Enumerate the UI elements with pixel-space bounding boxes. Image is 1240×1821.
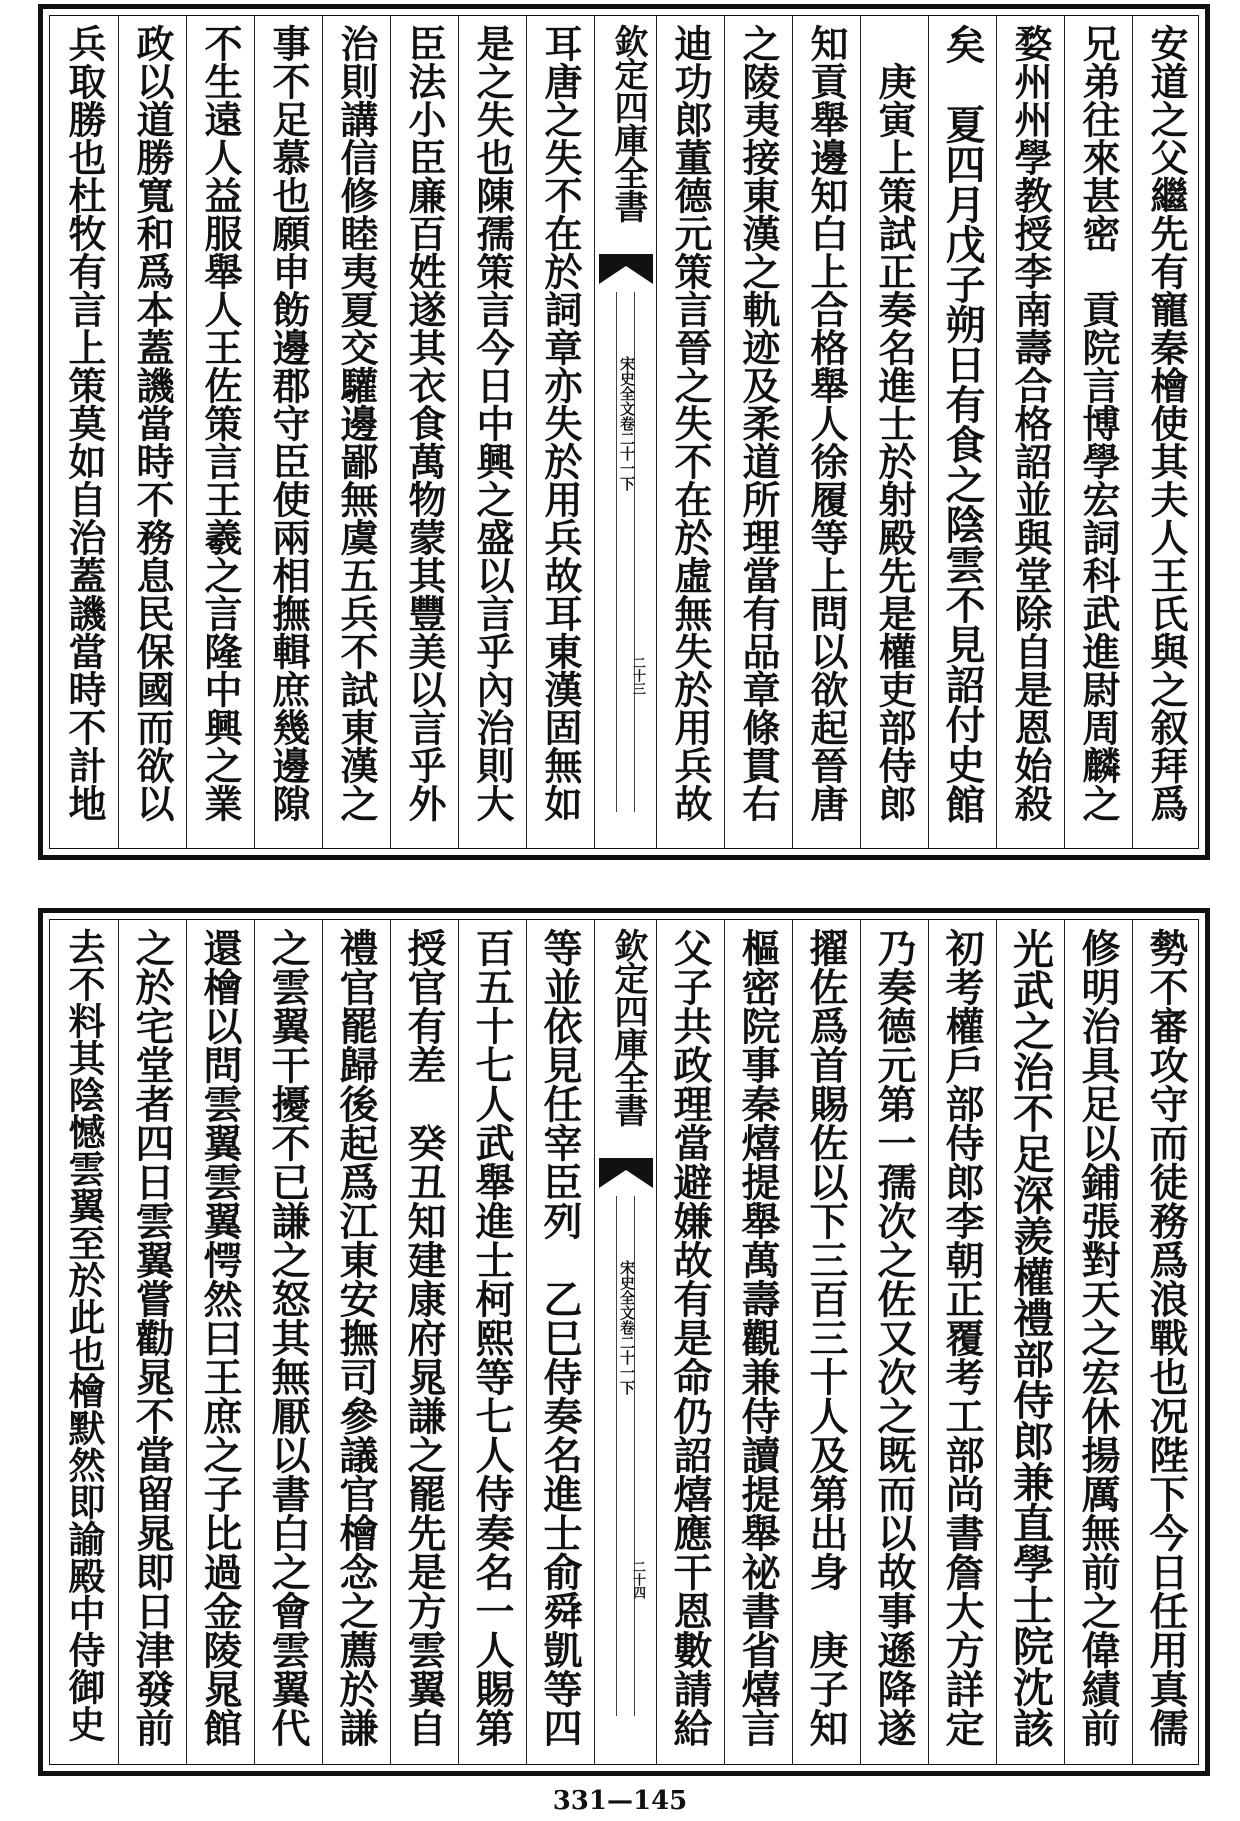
- text-column: [118, 16, 186, 848]
- fishtail-mark-icon: [599, 1158, 653, 1194]
- column-text: 婺州州學教授李南壽合格詔並與堂除自是恩始殺: [1008, 24, 1053, 822]
- text-column: [50, 16, 118, 848]
- volume-label: 宋史全文卷二十一下: [618, 356, 636, 491]
- folio-number: 二十四: [630, 1560, 645, 1599]
- text-column: [928, 920, 996, 1764]
- text-column: [322, 920, 390, 1764]
- column-text: 光武之治不足深羨權禮部侍郎兼直學士院沈該: [1006, 928, 1054, 1748]
- column-text: 授官有差 癸丑知建康府晁謙之罷先是方雲翼自: [401, 928, 447, 1747]
- column-text: 等並依見任宰臣列 乙巳侍奏名進士俞舜凱等四: [537, 928, 583, 1747]
- column-text: 庚寅上策試正奏名進士於射殿先是權吏部侍郎: [872, 24, 917, 822]
- center-fold-column: [594, 16, 656, 848]
- text-column: [996, 16, 1064, 848]
- page-top-frame: [49, 15, 1199, 849]
- folio-number: 二十三: [630, 656, 645, 695]
- column-text: 耳唐之失不在於詞章亦失於用兵故耳東漢固無如: [538, 24, 583, 822]
- center-fold-column: [594, 920, 656, 1764]
- page-top-columns: [50, 16, 1198, 848]
- text-column: [724, 16, 792, 848]
- text-column: [254, 920, 322, 1764]
- text-column: [656, 920, 724, 1764]
- column-text: 安道之父繼先有寵秦檜使其夫人王氏與之叙拜爲: [1144, 24, 1189, 822]
- column-text: 禮官罷歸後起爲江東安撫司參議官檜念之薦於謙: [333, 928, 379, 1747]
- text-column: [186, 920, 254, 1764]
- column-text: 樞密院事秦熺提舉萬壽觀兼侍讀提舉祕書省熺言: [735, 928, 781, 1747]
- column-text: 政以道勝寬和爲本蓋譏當時不務息民保國而欲以: [130, 24, 175, 822]
- text-column: [50, 920, 118, 1764]
- column-text: 乃奏德元第一孺次之佐又次之既而以故事遜降遂: [871, 928, 917, 1747]
- column-text: 事不足慕也願申飭邊郡守臣使兩相撫輯庶幾邊隙: [266, 24, 311, 822]
- column-text: 初考權戶部侍郎李朝正覆考工部尚書詹大方詳定: [939, 928, 985, 1747]
- text-column: [526, 920, 594, 1764]
- column-text: 是之失也陳孺策言今日中興之盛以言乎內治則大: [470, 24, 515, 822]
- column-text: 去不料其陰憾雲翼至於此也檜默然即諭殿中侍御史: [62, 928, 106, 1742]
- library-title: 欽定四庫全書: [608, 24, 648, 222]
- text-column: [860, 920, 928, 1764]
- page-number-footer: 331—145: [552, 1786, 688, 1816]
- column-text: 兵取勝也杜牧有言上策莫如自治蓋譏當時不計地: [62, 24, 107, 822]
- column-text: 治則講信修睦夷夏交驩邊鄙無虞五兵不試東漢之: [334, 24, 379, 822]
- page-bottom-columns: [50, 920, 1198, 1764]
- text-column: [928, 16, 996, 848]
- volume-label: 宋史全文卷二十一下: [618, 1260, 636, 1395]
- page-bottom: [38, 908, 1210, 1776]
- text-column: [724, 920, 792, 1764]
- column-text: 勢不審攻守而徒務爲浪戰也况陛下今日任用真儒: [1143, 928, 1189, 1747]
- text-column: [526, 16, 594, 848]
- page-bottom-frame: [49, 919, 1199, 1765]
- text-column: [1132, 16, 1200, 848]
- text-column: [390, 16, 458, 848]
- text-column: [1132, 920, 1200, 1764]
- column-text: 之陵夷接東漢之軌迹及柔道所理當有品章條貫右: [736, 24, 781, 822]
- text-column: [390, 920, 458, 1764]
- column-text: 百五十七人武舉進士柯熙等七人侍奏名一人賜第: [469, 928, 515, 1747]
- column-text: 不生遠人益服舉人王佐策言王羲之言隆中興之業: [198, 24, 243, 822]
- column-text: 還檜以問雲翼雲翼愕然曰王庶之子比過金陵晁館: [197, 928, 243, 1747]
- text-column: [118, 920, 186, 1764]
- text-column: [860, 16, 928, 848]
- page-top: [38, 4, 1210, 860]
- column-text: 兄弟往來甚密 貢院言博學宏詞科武進尉周麟之: [1076, 24, 1121, 822]
- text-column: [458, 16, 526, 848]
- text-column: [322, 16, 390, 848]
- column-text: 迪功郎董德元策言晉之失不在於虛無失於用兵故: [668, 24, 713, 822]
- text-column: [186, 16, 254, 848]
- column-text: 矣 夏四月戊子朔日有食之陰雲不見詔付史館: [939, 24, 986, 824]
- column-text: 擢佐爲首賜佐以下三百三十人及第出身 庚子知: [803, 928, 849, 1747]
- text-column: [996, 920, 1064, 1764]
- column-text: 修明治具足以鋪張對天之宏休揚厲無前之偉績前: [1075, 928, 1121, 1747]
- text-column: [1064, 920, 1132, 1764]
- column-text: 臣法小臣廉百姓遂其衣食萬物蒙其豐美以言乎外: [402, 24, 447, 822]
- fishtail-mark-icon: [599, 254, 653, 290]
- column-text: 父子共政理當避嫌故有是命仍詔熺應干恩數請給: [667, 928, 713, 1747]
- column-text: 之於宅堂者四日雲翼嘗勸晁不當留晁即日津發前: [129, 928, 175, 1747]
- text-column: [656, 16, 724, 848]
- text-column: [792, 16, 860, 848]
- text-column: [458, 920, 526, 1764]
- library-title: 欽定四庫全書: [608, 928, 648, 1126]
- text-column: [254, 16, 322, 848]
- text-column: [792, 920, 860, 1764]
- column-text: 之雲翼干擾不已謙之怒其無厭以書白之會雲翼代: [265, 928, 311, 1747]
- column-text: 知貢舉邊知白上合格舉人徐履等上問以欲起晉唐: [804, 24, 849, 822]
- text-column: [1064, 16, 1132, 848]
